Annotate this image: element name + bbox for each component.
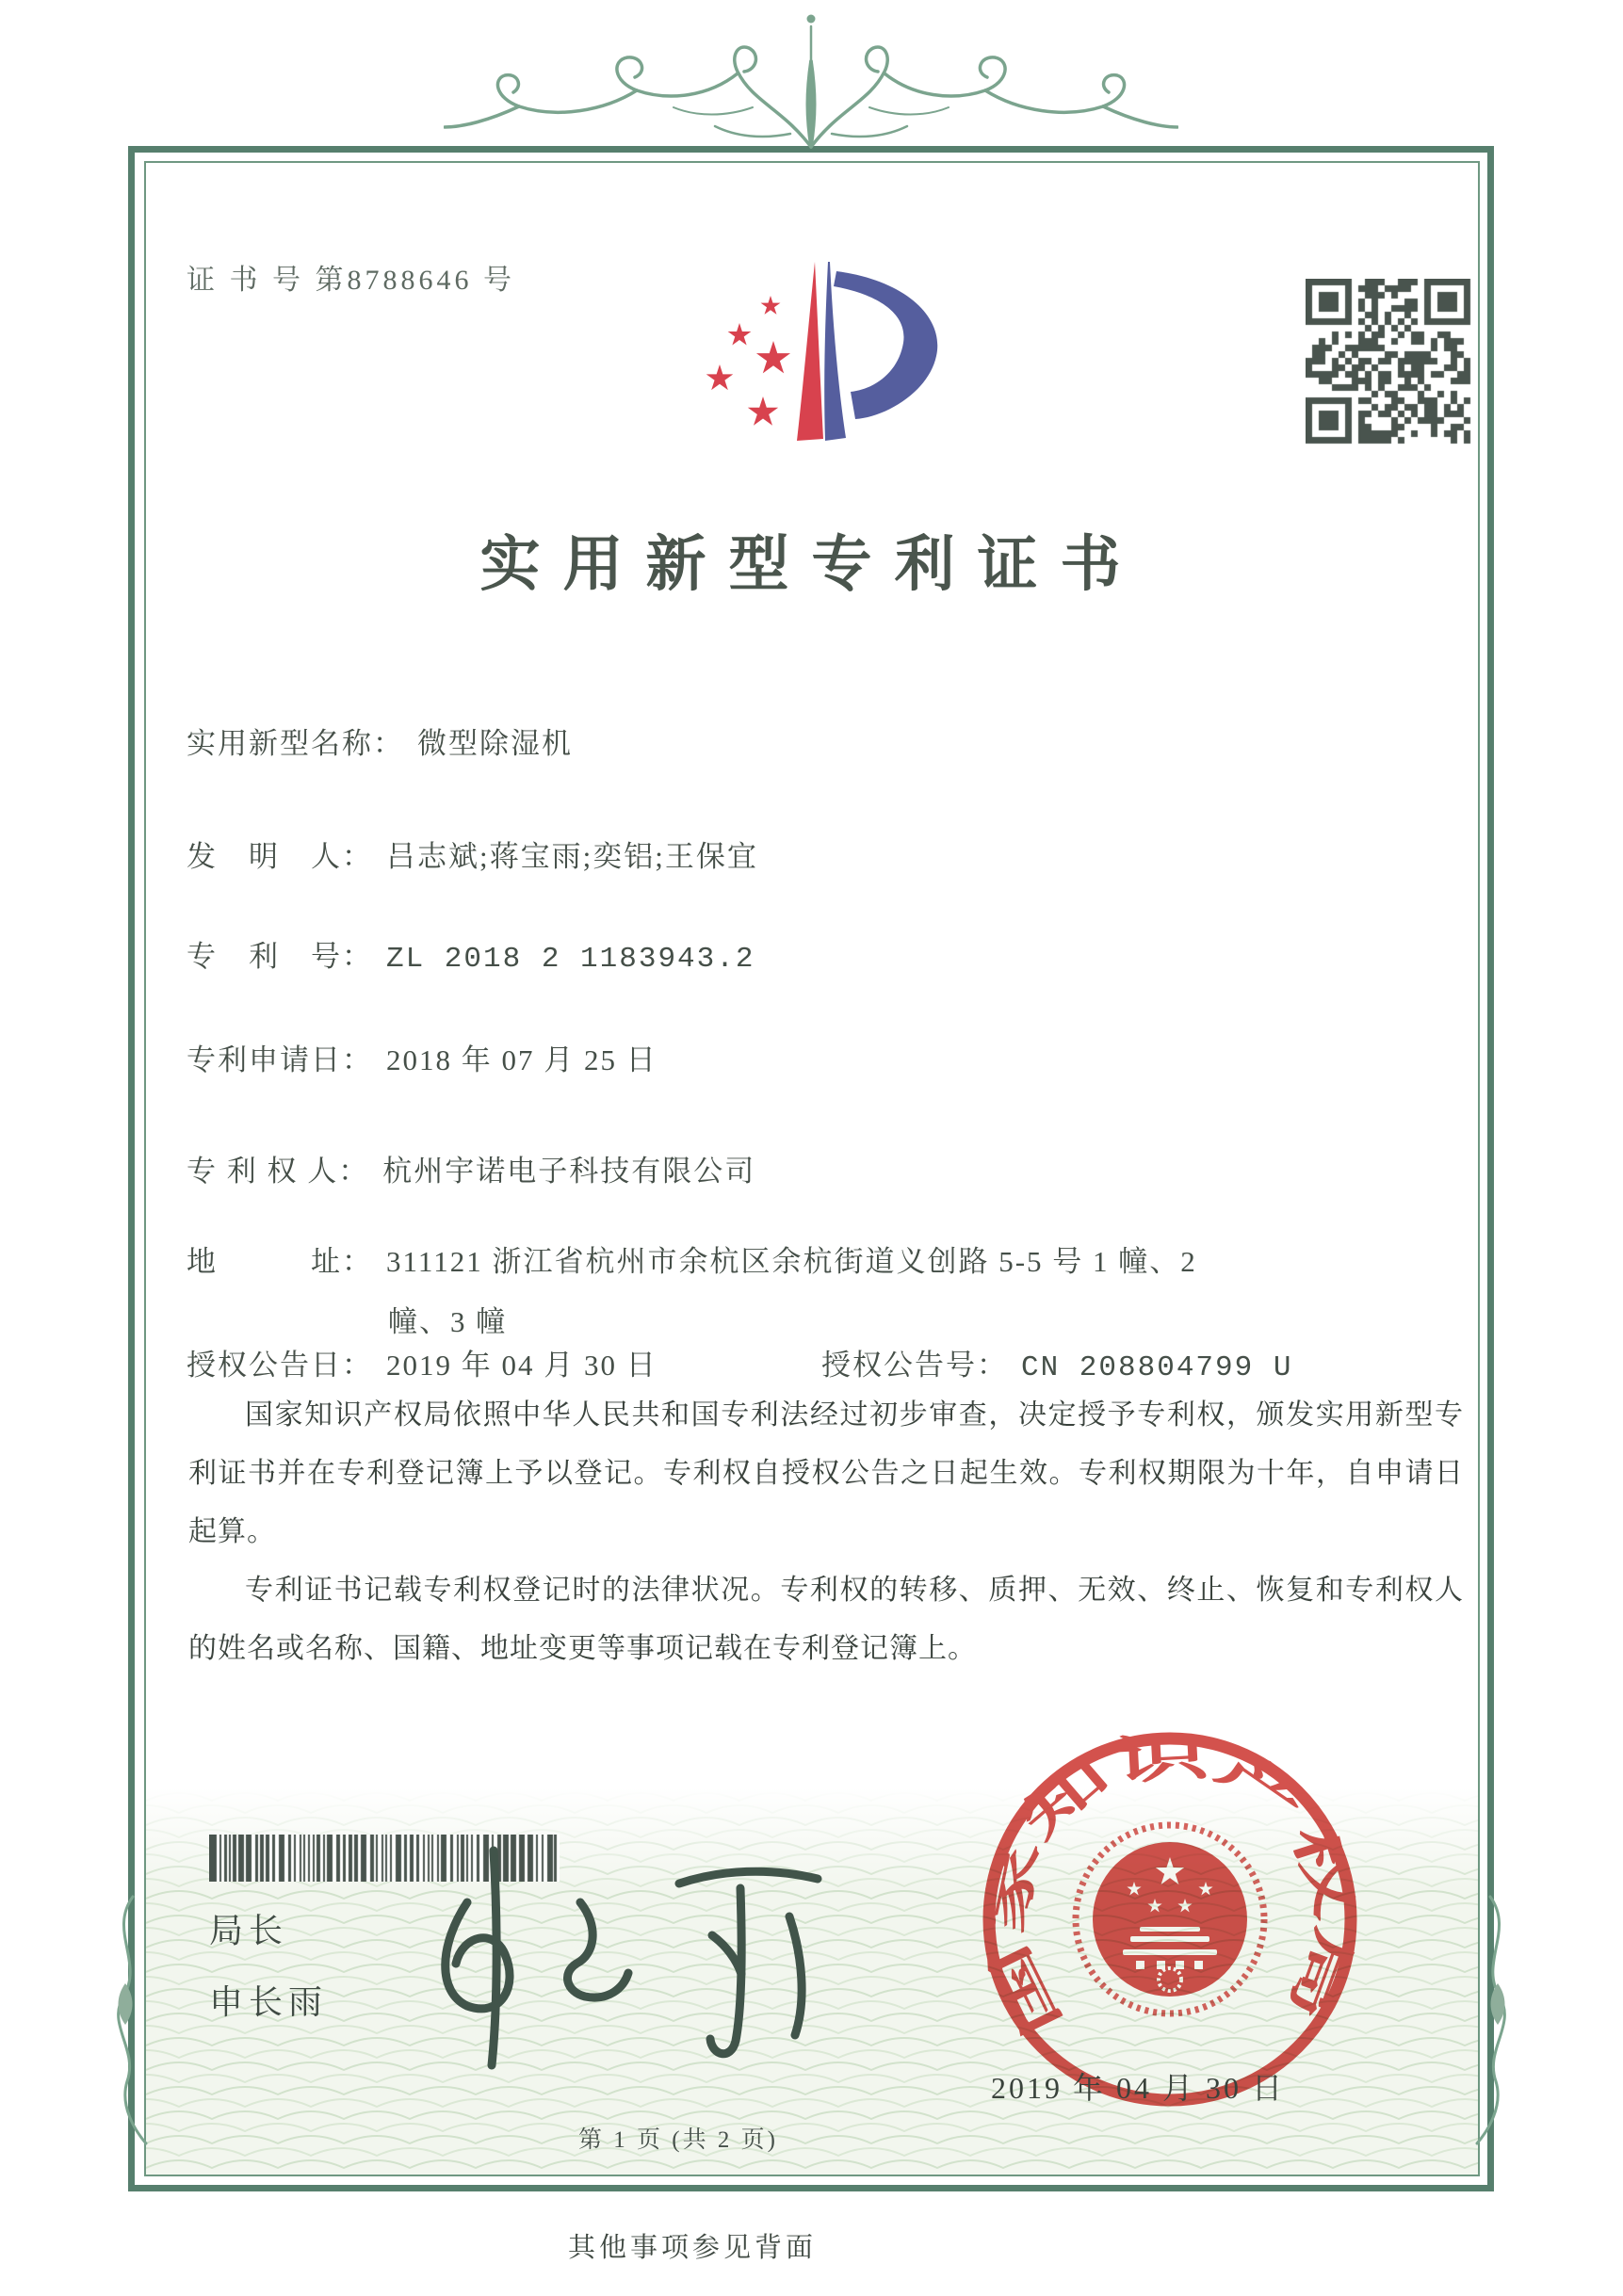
field-label: 发 明 人： <box>187 840 373 873</box>
field-row-grant-date <box>187 1341 657 1383</box>
field-label: 授权公告日： <box>187 1349 373 1382</box>
left-border-ornament <box>97 1893 154 2157</box>
field-label: 地 址： <box>187 1245 373 1278</box>
certificate-title: 实用新型专利证书 <box>479 531 1144 598</box>
field-label: 实用新型名称： <box>187 727 404 760</box>
legal-paragraph-1: 国家知识产权局依照中华人民共和国专利法经过初步审查，决定授予专利权，颁发实用新型专利证书并在专利登记簿上予以登记。专利权自授权公告之日起生效。专利权期限为十年，自申请日起算。 <box>188 1399 1464 1547</box>
field-value: 2018 年 07 月 25 日 <box>386 1043 657 1076</box>
field-label: 专 利 号： <box>187 940 373 973</box>
field-value: 杭州宇诺电子科技有限公司 <box>382 1155 756 1188</box>
field-row-patent-number <box>187 932 755 976</box>
commissioner-title: 局长 <box>209 1912 289 1949</box>
legal-text-block <box>188 1386 1464 1678</box>
address-line-2: 幢、3 幢 <box>388 1305 508 1338</box>
field-row-name <box>187 720 573 762</box>
grant-number-value: CN 208804799 U <box>1021 1351 1293 1384</box>
field-row-patentee <box>187 1147 755 1189</box>
right-border-ornament <box>1469 1893 1526 2157</box>
field-label: 专 利 权 人： <box>187 1155 370 1188</box>
cnipa-logo <box>676 224 959 478</box>
back-side-note: 其他事项参见背面 <box>567 2233 817 2263</box>
field-row-address <box>187 1237 1197 1280</box>
address-line-2-row <box>388 1298 507 1340</box>
field-value: 微型除湿机 <box>417 727 573 760</box>
field-label: 专利申请日： <box>187 1043 373 1076</box>
certificate-number: 证 书 号 第8788646 号 <box>187 265 515 296</box>
legal-paragraph-2: 专利证书记载专利权登记时的法律状况。专利权的转移、质押、无效、终止、恢复和专利权人的姓名或名称、国籍、地址变更等事项记载在专利登记簿上。 <box>188 1575 1464 1664</box>
address-line-1: 311121 浙江省杭州市余杭区余杭街道义创路 5-5 号 1 幢、2 <box>386 1245 1197 1278</box>
seal-text: 国家知识产权局 <box>976 1731 1363 2045</box>
field-value: 吕志斌;蒋宝雨;奕铝;王保宜 <box>386 840 758 873</box>
page-number-footer: 第 1 页 (共 2 页) <box>578 2127 778 2153</box>
commissioner-name: 申长雨 <box>209 1983 329 2021</box>
field-value: ZL 2018 2 1183943.2 <box>386 943 755 976</box>
seal-date: 2019 年 04 月 30 日 <box>991 2071 1286 2105</box>
top-flourish-ornament <box>444 6 1178 166</box>
national-emblem <box>1076 1825 1264 2013</box>
field-label: 授权公告号： <box>821 1349 1008 1382</box>
field-row-filing-date <box>187 1036 657 1078</box>
field-row-inventors <box>187 833 758 875</box>
grant-date-value: 2019 年 04 月 30 日 <box>386 1349 657 1382</box>
commissioner-signature <box>411 1813 853 2086</box>
qr-code <box>1306 279 1471 445</box>
official-seal <box>972 1722 1368 2117</box>
field-row-grant-number <box>821 1341 1292 1384</box>
